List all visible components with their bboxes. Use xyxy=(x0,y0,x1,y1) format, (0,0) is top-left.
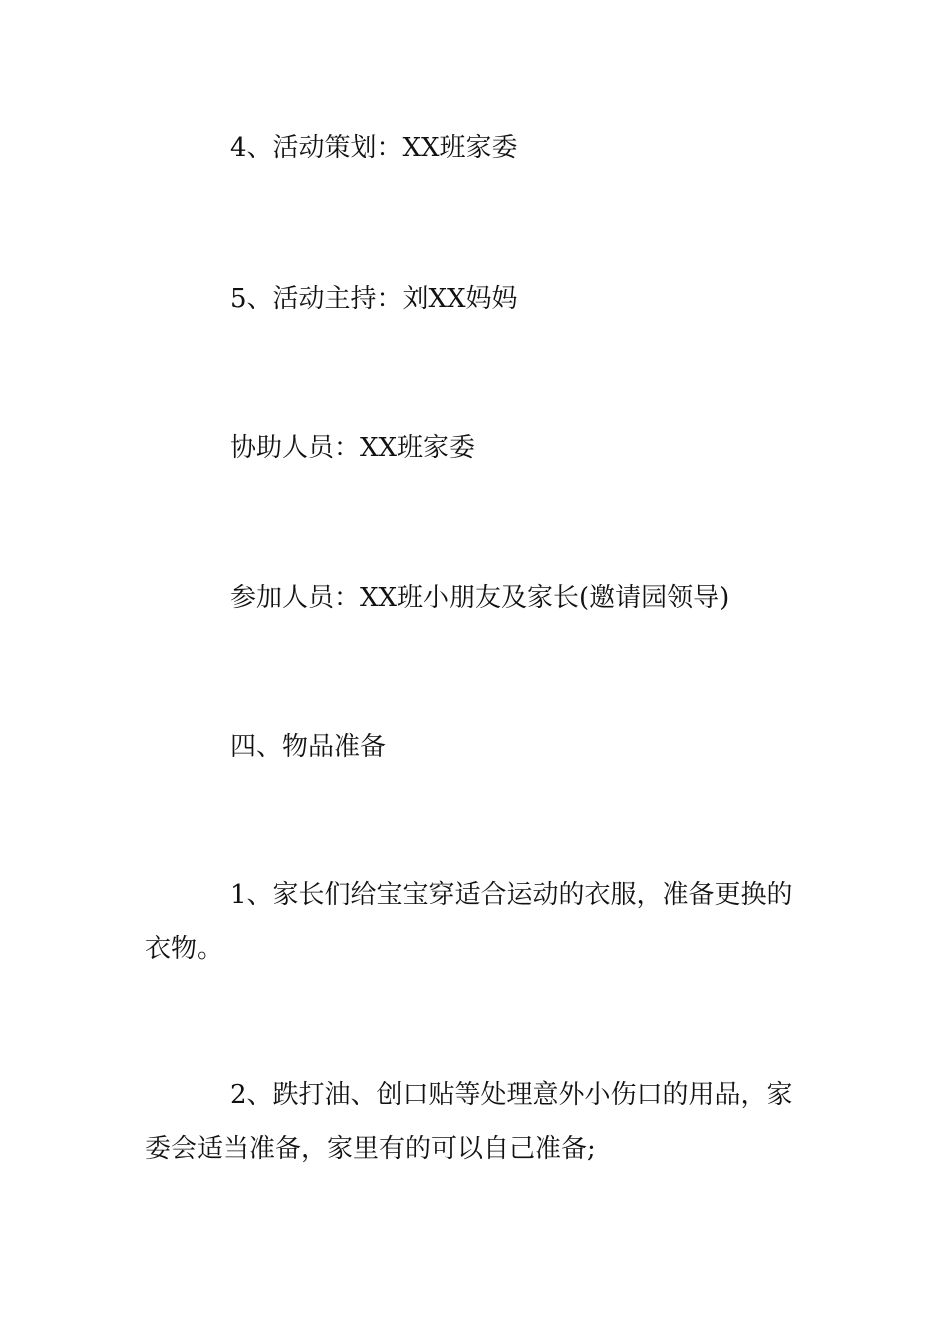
paragraph-item-2: 2、跌打油、创口贴等处理意外小伤口的用品，家委会适当准备，家里有的可以自己准备; xyxy=(145,1080,793,1164)
paragraph-activity-planning: 4、活动策划：XX班家委 xyxy=(230,133,518,163)
section-heading-item-preparation: 四、物品准备 xyxy=(230,732,387,762)
paragraph-participants: 参加人员：XX班小朋友及家长(邀请园领导) xyxy=(230,583,730,613)
paragraph-assistants: 协助人员：XX班家委 xyxy=(230,433,476,463)
paragraph-item-1: 1、家长们给宝宝穿适合运动的衣服，准备更换的衣物。 xyxy=(145,880,793,964)
paragraph-activity-host: 5、活动主持：刘XX妈妈 xyxy=(230,284,518,314)
